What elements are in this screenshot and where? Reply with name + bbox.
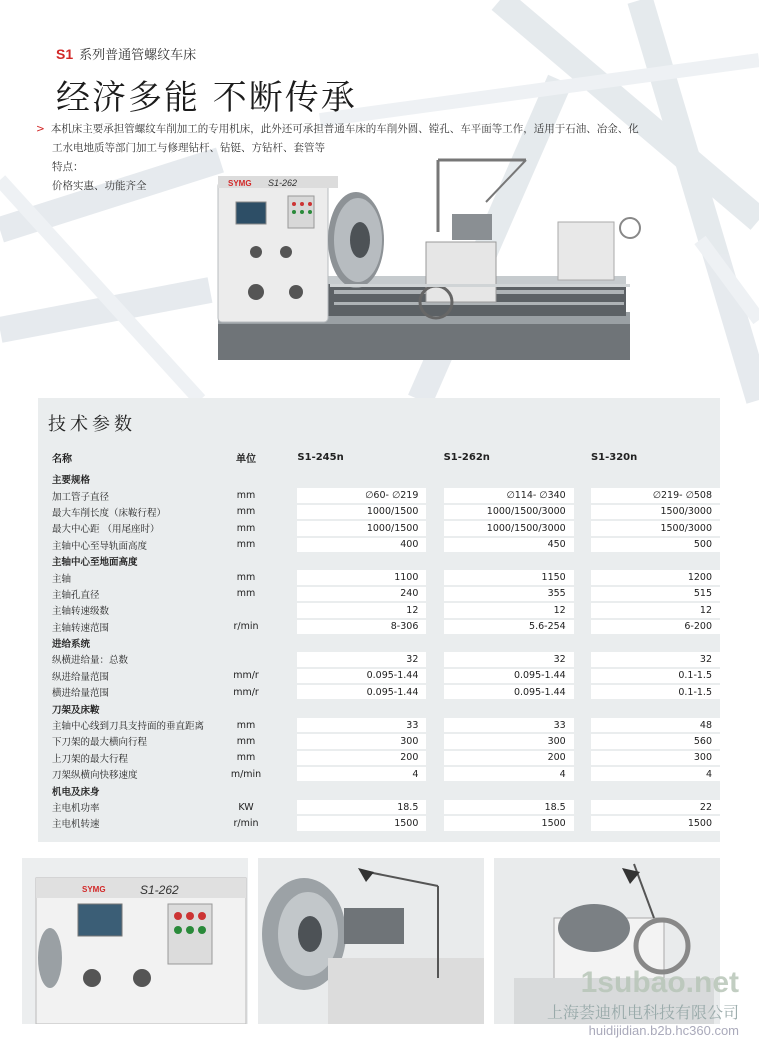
- cell-name: 主轴中心线到刀具支持面的垂直距离: [52, 721, 205, 733]
- cell-model-2: 0.095-1.44: [444, 685, 574, 699]
- series-name: 系列普通管螺纹车床: [79, 48, 197, 63]
- cell-unit: m/min: [230, 768, 262, 780]
- cell-name: 下刀架的最大横向行程: [52, 737, 148, 749]
- cell-model-1: 18.5: [297, 800, 426, 814]
- cell-model-2: [444, 554, 574, 568]
- cell-model-1: 240: [297, 587, 426, 601]
- cell-name: 主轴孔直径: [52, 589, 100, 601]
- spec-panel: [38, 398, 720, 842]
- cell-model-3: 32: [591, 652, 720, 666]
- cell-model-3: 1500/3000: [591, 521, 720, 535]
- cell-model-3: 12: [591, 603, 720, 617]
- table-section-row: [52, 701, 720, 715]
- cell-model-1: 32: [297, 652, 426, 666]
- cell-model-2: 200: [444, 751, 574, 765]
- cell-model-3: 6-200: [591, 620, 720, 634]
- table-section-row: [52, 783, 720, 797]
- model-label: S1-262: [268, 178, 298, 188]
- cell-model-3: [591, 554, 720, 568]
- cell-name: 主轴中心至导轨面高度: [52, 540, 148, 552]
- cell-model-1: [297, 701, 426, 715]
- table-row: [52, 488, 720, 502]
- cell-name: 最大中心距 （用尾座时）: [52, 524, 160, 536]
- cell-model-1: 0.095-1.44: [297, 669, 426, 683]
- cell-model-1: 400: [297, 538, 426, 552]
- cell-model-1: 200: [297, 751, 426, 765]
- cell-unit: mm: [236, 490, 256, 502]
- cell-unit: mm/r: [233, 670, 259, 682]
- cell-name: 纵横进给量：总数: [52, 655, 129, 667]
- intro-line-4: 价格实惠、功能齐全: [52, 180, 147, 192]
- cell-model-2: 0.095-1.44: [444, 669, 574, 683]
- intro-line-1: > 本机床主要承担管螺纹车削加工的专用机床，此外还可承担普通车床的车削外圆、镗孔、车平面等工作，适用于石油、冶金、化: [36, 123, 639, 135]
- cell-model-3: [591, 472, 720, 486]
- table-row: [52, 767, 720, 781]
- cell-name: 主轴: [52, 573, 72, 585]
- cell-model-1: 1100: [297, 570, 426, 584]
- spec-table: [52, 442, 720, 833]
- cell-model-1: 4: [297, 767, 426, 781]
- thumb-model: S1-262: [140, 883, 179, 897]
- cell-name: 加工管子直径: [52, 491, 110, 503]
- cell-unit: mm: [236, 588, 256, 600]
- cell-name: 最大车削长度（床鞍行程）: [52, 507, 167, 519]
- cell-name: 主要规格: [52, 475, 91, 487]
- header-model-2: S1-262n: [443, 451, 490, 463]
- cell-model-1: 1000/1500: [297, 505, 426, 519]
- cell-unit: [212, 603, 280, 617]
- photo-headstock: [22, 858, 248, 1024]
- watermark-site: 1subao.net: [580, 966, 739, 999]
- cell-model-1: 0.095-1.44: [297, 685, 426, 699]
- cell-model-3: 515: [591, 587, 720, 601]
- lathe-machine-image: [206, 152, 646, 378]
- cell-model-2: 300: [444, 734, 574, 748]
- page-headline: 经济多能 不断传承: [56, 78, 357, 118]
- cell-model-3: 500: [591, 538, 720, 552]
- cell-model-2: 355: [444, 587, 574, 601]
- table-section-row: [52, 636, 720, 650]
- cell-model-1: [297, 783, 426, 797]
- cell-model-3: ∅219- ∅508: [591, 488, 720, 502]
- cell-name: 刀架纵横向快移速度: [52, 770, 138, 782]
- cell-model-3: 1500/3000: [591, 505, 720, 519]
- cell-model-3: 1200: [591, 570, 720, 584]
- cell-unit: [212, 554, 280, 568]
- cell-unit: [212, 783, 280, 797]
- cell-name: 主轴转速范围: [52, 622, 110, 634]
- header-unit: 单位: [236, 453, 256, 465]
- cell-model-3: 4: [591, 767, 720, 781]
- arrow-icon: >: [36, 123, 45, 135]
- cell-name: 机电及床身: [52, 786, 100, 798]
- thumb-brand: SYMG: [82, 885, 106, 894]
- cell-unit: mm: [236, 572, 256, 584]
- cell-name: 主电机转速: [52, 819, 100, 831]
- cell-model-2: ∅114- ∅340: [444, 488, 574, 502]
- cell-model-2: 1000/1500/3000: [444, 521, 574, 535]
- cell-unit: [212, 472, 280, 486]
- cell-name: 刀架及床鞍: [52, 704, 100, 716]
- cell-model-1: 12: [297, 603, 426, 617]
- cell-model-3: [591, 636, 720, 650]
- table-row: [52, 620, 720, 634]
- cell-model-2: 33: [444, 718, 574, 732]
- table-row: [52, 734, 720, 748]
- cell-unit: mm: [236, 735, 256, 747]
- cell-model-3: [591, 701, 720, 715]
- table-section-row: [52, 554, 720, 568]
- table-header-row: [52, 444, 720, 470]
- cell-model-1: ∅60- ∅219: [297, 488, 426, 502]
- cell-unit: mm: [236, 522, 256, 534]
- cell-unit: mm: [236, 539, 256, 551]
- cell-model-3: 22: [591, 800, 720, 814]
- cell-unit: KW: [238, 801, 254, 813]
- series-title: [56, 44, 196, 63]
- table-row: [52, 718, 720, 732]
- table-row: [52, 521, 720, 535]
- cell-model-1: [297, 472, 426, 486]
- cell-model-1: [297, 636, 426, 650]
- table-section-row: [52, 472, 720, 486]
- header-model-3: S1-320n: [590, 451, 638, 463]
- cell-model-2: 450: [444, 538, 574, 552]
- spec-title: 技术参数: [48, 414, 136, 435]
- table-row: [52, 751, 720, 765]
- intro-line-3: 特点：: [52, 161, 84, 173]
- cell-name: 上刀架的最大行程: [52, 753, 129, 765]
- cell-unit: [212, 701, 280, 715]
- intro-line-2: 工水电地质等部门加工与修理钻杆、钻铤、方钻杆、套管等: [52, 142, 325, 154]
- cell-name: 横进给量范围: [52, 688, 110, 700]
- watermark-company: 上海荟迪机电科技有限公司: [546, 1005, 739, 1022]
- cell-unit: mm: [236, 752, 256, 764]
- cell-model-2: 4: [444, 767, 574, 781]
- cell-unit: r/min: [233, 621, 259, 633]
- cell-model-2: 18.5: [444, 800, 574, 814]
- cell-unit: mm: [236, 719, 256, 731]
- cell-model-1: 1500: [297, 816, 426, 830]
- table-row: [52, 538, 720, 552]
- cell-name: 进给系统: [52, 639, 91, 651]
- table-row: [52, 800, 720, 814]
- cell-model-3: 560: [591, 734, 720, 748]
- cell-model-1: 8-306: [297, 620, 426, 634]
- cell-unit: [212, 652, 280, 666]
- cell-model-2: 32: [444, 652, 574, 666]
- cell-model-2: 5.6-254: [444, 620, 574, 634]
- cell-model-2: [444, 783, 574, 797]
- cell-name: 主轴中心至地面高度: [52, 557, 138, 569]
- cell-unit: mm: [236, 506, 256, 518]
- cell-model-3: 0.1-1.5: [591, 685, 720, 699]
- table-row: [52, 587, 720, 601]
- cell-model-1: 300: [297, 734, 426, 748]
- cell-model-2: 12: [444, 603, 574, 617]
- series-code: S1: [56, 46, 74, 62]
- cell-model-3: 0.1-1.5: [591, 669, 720, 683]
- cell-model-1: 1000/1500: [297, 521, 426, 535]
- brand-text: SYMG: [228, 179, 252, 188]
- cell-model-2: [444, 701, 574, 715]
- table-row: [52, 652, 720, 666]
- cell-model-2: [444, 472, 574, 486]
- cell-model-1: [297, 554, 426, 568]
- header-model-1: S1-245n: [297, 451, 344, 463]
- cell-model-2: 1150: [444, 570, 574, 584]
- cell-model-2: [444, 636, 574, 650]
- cell-model-3: 300: [591, 751, 720, 765]
- table-row: [52, 685, 720, 699]
- photo-chuck: [258, 858, 484, 1024]
- watermark-domain: huidijidian.b2b.hc360.com: [588, 1023, 739, 1038]
- header-name: 名称: [52, 453, 72, 465]
- cell-unit: [212, 636, 280, 650]
- spec-table-body: [52, 472, 720, 831]
- table-row: [52, 505, 720, 519]
- cell-name: 主轴转速级数: [52, 606, 110, 618]
- cell-model-3: 48: [591, 718, 720, 732]
- watermark: [547, 966, 739, 1038]
- cell-model-3: [591, 783, 720, 797]
- cell-model-1: 33: [297, 718, 426, 732]
- cell-name: 主电机功率: [52, 803, 100, 814]
- cell-unit: r/min: [233, 817, 259, 829]
- table-row: [52, 603, 720, 617]
- cell-model-2: 1000/1500/3000: [444, 505, 574, 519]
- table-row: [52, 816, 720, 830]
- cell-model-2: 1500: [444, 816, 574, 830]
- cell-name: 纵进给量范围: [52, 671, 110, 683]
- table-row: [52, 669, 720, 683]
- cell-model-3: 1500: [591, 816, 720, 830]
- table-row: [52, 570, 720, 584]
- cell-unit: mm/r: [233, 686, 259, 698]
